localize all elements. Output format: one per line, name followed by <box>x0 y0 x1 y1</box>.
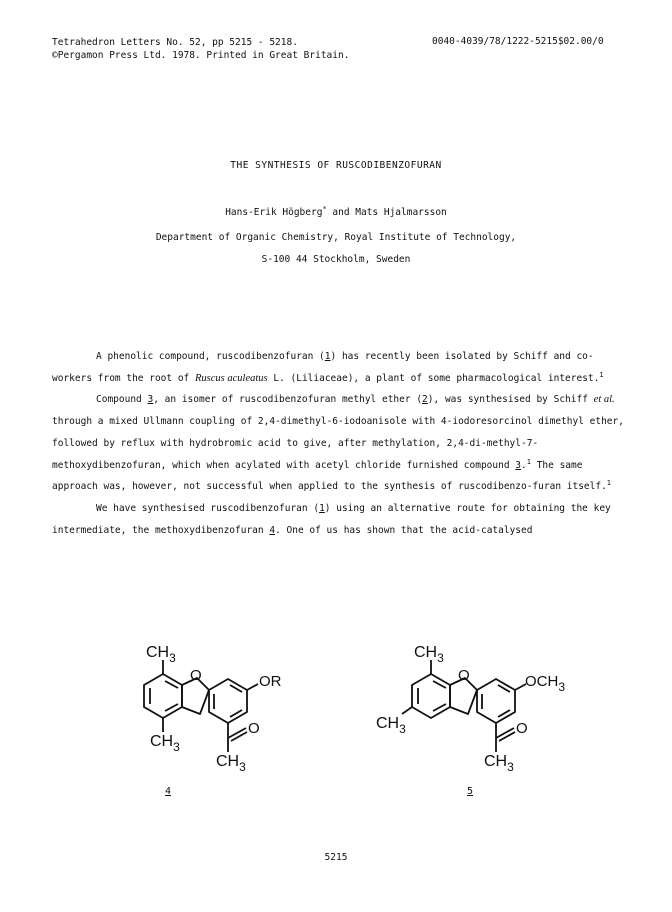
compound-label: 4 <box>165 786 172 797</box>
text-run: Compound <box>96 394 148 406</box>
paragraph <box>52 498 627 541</box>
citation-sup: 1 <box>526 457 531 466</box>
compound-ref: 3 <box>515 459 522 471</box>
affiliation: Department of Organic Chemistry, Royal Institute of Technology, <box>155 232 517 243</box>
author-conjunction: and <box>326 207 356 218</box>
compound-ref: 3 <box>147 394 154 406</box>
text-run: We have synthesised ruscodibenzofuran ( <box>96 502 320 514</box>
acetyl-methyl-label: $CH_3$ <box>484 753 514 774</box>
text-run: ) has recently been isolated by Schiff and co-workers from the root of <box>52 351 594 384</box>
copyright-line: ©Pergamon Press Ltd. 1978. Printed in Great Britain. <box>52 50 350 61</box>
acetyl-methyl-label: $CH_3$ <box>216 753 246 774</box>
text-run: ), was synthesised by Schiff <box>427 394 594 406</box>
methyl-label: $CH_3$ <box>414 644 444 665</box>
methyl-label: $CH_3$ <box>376 715 406 736</box>
ring-oxygen-label: O <box>458 667 470 684</box>
methyl-label: $CH_3$ <box>150 733 180 754</box>
author-name: Hans-Erik Högberg <box>225 207 323 218</box>
structure-4-diagram <box>128 632 318 802</box>
article-code: 0040-4039/78/1222-5215$02.00/0 <box>432 36 604 47</box>
substituent-label: OR <box>259 673 282 690</box>
structure-5-diagram <box>376 632 576 802</box>
citation-line: Tetrahedron Letters No. 52, pp 5215 - 5218. <box>52 37 298 48</box>
structure-5 <box>376 632 576 806</box>
citation-sup: 1 <box>599 370 604 379</box>
methyl-label: $CH_3$ <box>146 644 176 665</box>
address: S-100 44 Stockholm, Sweden <box>261 254 411 265</box>
article-body <box>52 346 627 541</box>
journal-citation <box>52 36 349 62</box>
compound-ref: 1 <box>319 502 325 514</box>
carbonyl-oxygen-label: O <box>516 720 528 737</box>
paragraph <box>52 389 627 498</box>
author-name: Mats Hjalmarsson <box>355 207 447 218</box>
text-run: L. (Liliaceae), a plant of some pharmacological interest. <box>267 372 600 384</box>
paper-title: THE SYNTHESIS OF RUSCODIBENZOFURAN <box>230 160 442 171</box>
text-run: ) using an alternative route for obtaining the key intermediate, the methoxydibenzofuran <box>52 502 611 536</box>
page-number: 5215 <box>324 852 348 863</box>
structure-4 <box>128 632 318 806</box>
species-name: Ruscus aculeatus <box>195 372 268 384</box>
text-run: , an isomer of ruscodibenzofuran methyl ether ( <box>153 394 423 406</box>
author-list <box>0 207 672 218</box>
compound-ref: 1 <box>324 351 331 362</box>
compound-ref: 4 <box>269 524 276 536</box>
compound-label: 5 <box>467 786 474 797</box>
text-run: A phenolic compound, ruscodibenzofuran ( <box>96 351 325 362</box>
text-run: . <box>521 459 527 471</box>
substituent-label: $OCH_3$ <box>525 673 566 694</box>
et-al: et al. <box>593 394 615 406</box>
paragraph <box>52 346 627 389</box>
corresponding-mark: * <box>322 205 327 213</box>
text-run: . One of us has shown that the acid-catalysed <box>275 524 533 536</box>
text-run: through a mixed Ullmann coupling of 2,4-dimethyl-6-iodoanisole with 4-iodoresorcinol dimethyl ether, followed by reflux with hydrobromic acid to give, after methylation, 2,4-di-methyl-7-methoxydibenzofuran, which when acylated with acetyl chloride furnished compound <box>52 416 624 471</box>
citation-sup: 1 <box>606 479 612 488</box>
ring-oxygen-label: O <box>190 667 202 684</box>
text-run: The same approach was, however, not successful when applied to the synthesis of ruscodibenzo-furan itself. <box>52 459 607 493</box>
carbonyl-oxygen-label: O <box>248 720 260 737</box>
compound-ref: 2 <box>422 394 428 406</box>
